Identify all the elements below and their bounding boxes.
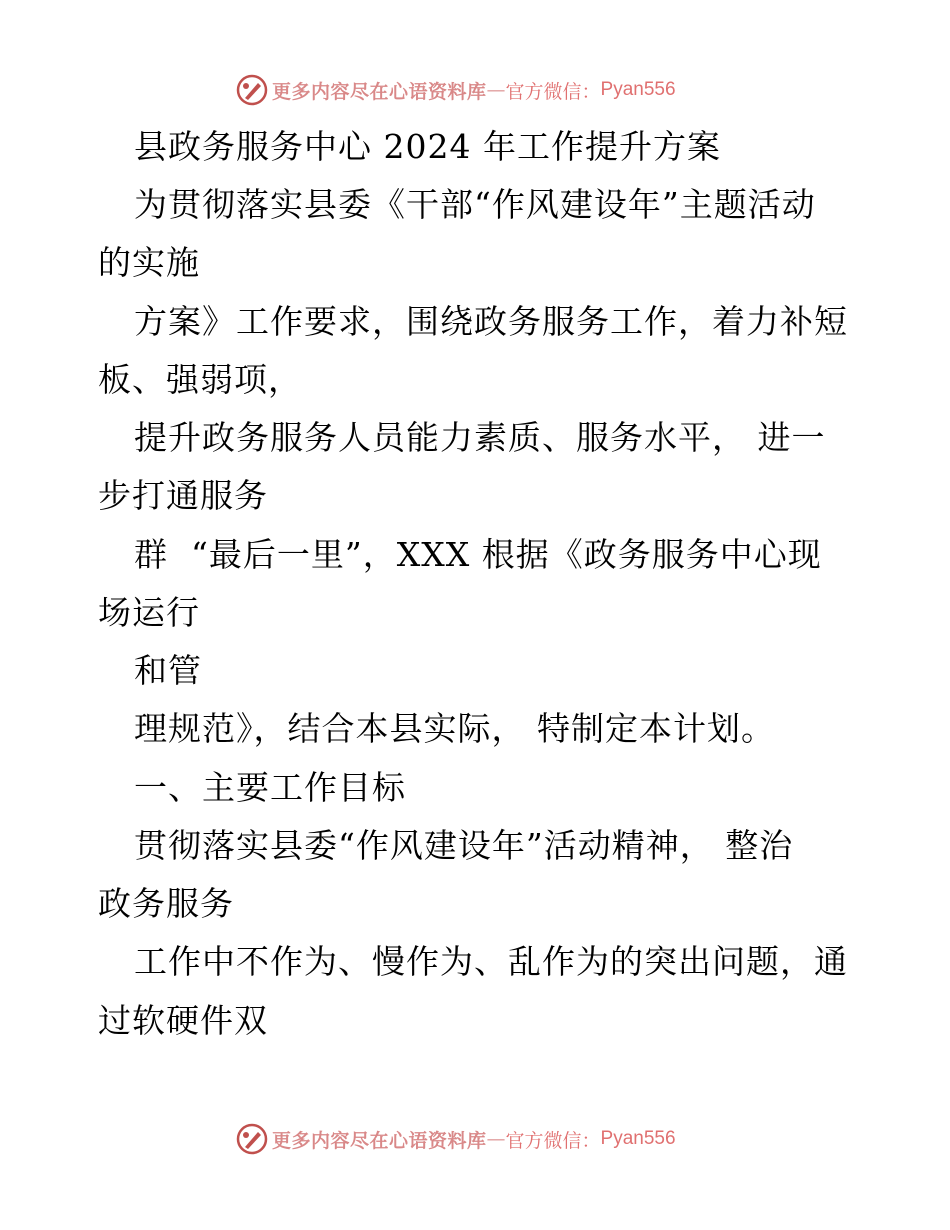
watermark-wechat-id: Pyan556	[600, 79, 676, 100]
watermark-separator: —	[486, 1128, 506, 1150]
watermark-wechat-id: Pyan556	[600, 1128, 676, 1149]
section-heading: 一、主要工作目标	[134, 768, 406, 807]
paragraph-line: 场运行	[98, 593, 200, 632]
paragraph-line: 和管	[134, 651, 202, 690]
paragraph-line: 的实施	[98, 243, 200, 282]
paragraph-line: 群 “最后一里”，XXX 根据《政务服务中心现	[134, 535, 822, 574]
paragraph-line: 工作中不作为、慢作为、乱作为的突出问题，通	[134, 942, 848, 981]
watermark-main-text: 更多内容尽在心语资料库	[272, 1129, 487, 1152]
watermark-separator: —	[486, 79, 506, 101]
paragraph-line: 方案》工作要求，围绕政务服务工作，着力补短	[134, 302, 848, 341]
paragraph-line: 步打通服务	[98, 476, 268, 515]
watermark-wechat-label: 官方微信：	[505, 80, 601, 103]
paragraph-line: 理规范》，结合本县实际， 特制定本计划。	[134, 709, 775, 748]
watermark-wechat-label: 官方微信：	[505, 1129, 601, 1152]
paragraph-line: 政务服务	[98, 884, 234, 923]
paragraph-line: 提升政务服务人员能力素质、服务水平， 进一	[134, 418, 826, 457]
watermark-main-text: 更多内容尽在心语资料库	[272, 80, 487, 103]
watermark-banner-bottom	[236, 1122, 676, 1156]
paragraph-line: 为贯彻落实县委《干部“作风建设年”主题活动	[134, 185, 816, 224]
paragraph-line: 过软硬件双	[98, 1001, 268, 1040]
document-title: 县政务服务中心 2024 年工作提升方案	[134, 127, 721, 166]
paragraph-line: 板、强弱项，	[98, 360, 302, 399]
paragraph-line: 贯彻落实县委“作风建设年”活动精神， 整治	[134, 826, 794, 865]
pen-logo-icon	[236, 1123, 268, 1155]
